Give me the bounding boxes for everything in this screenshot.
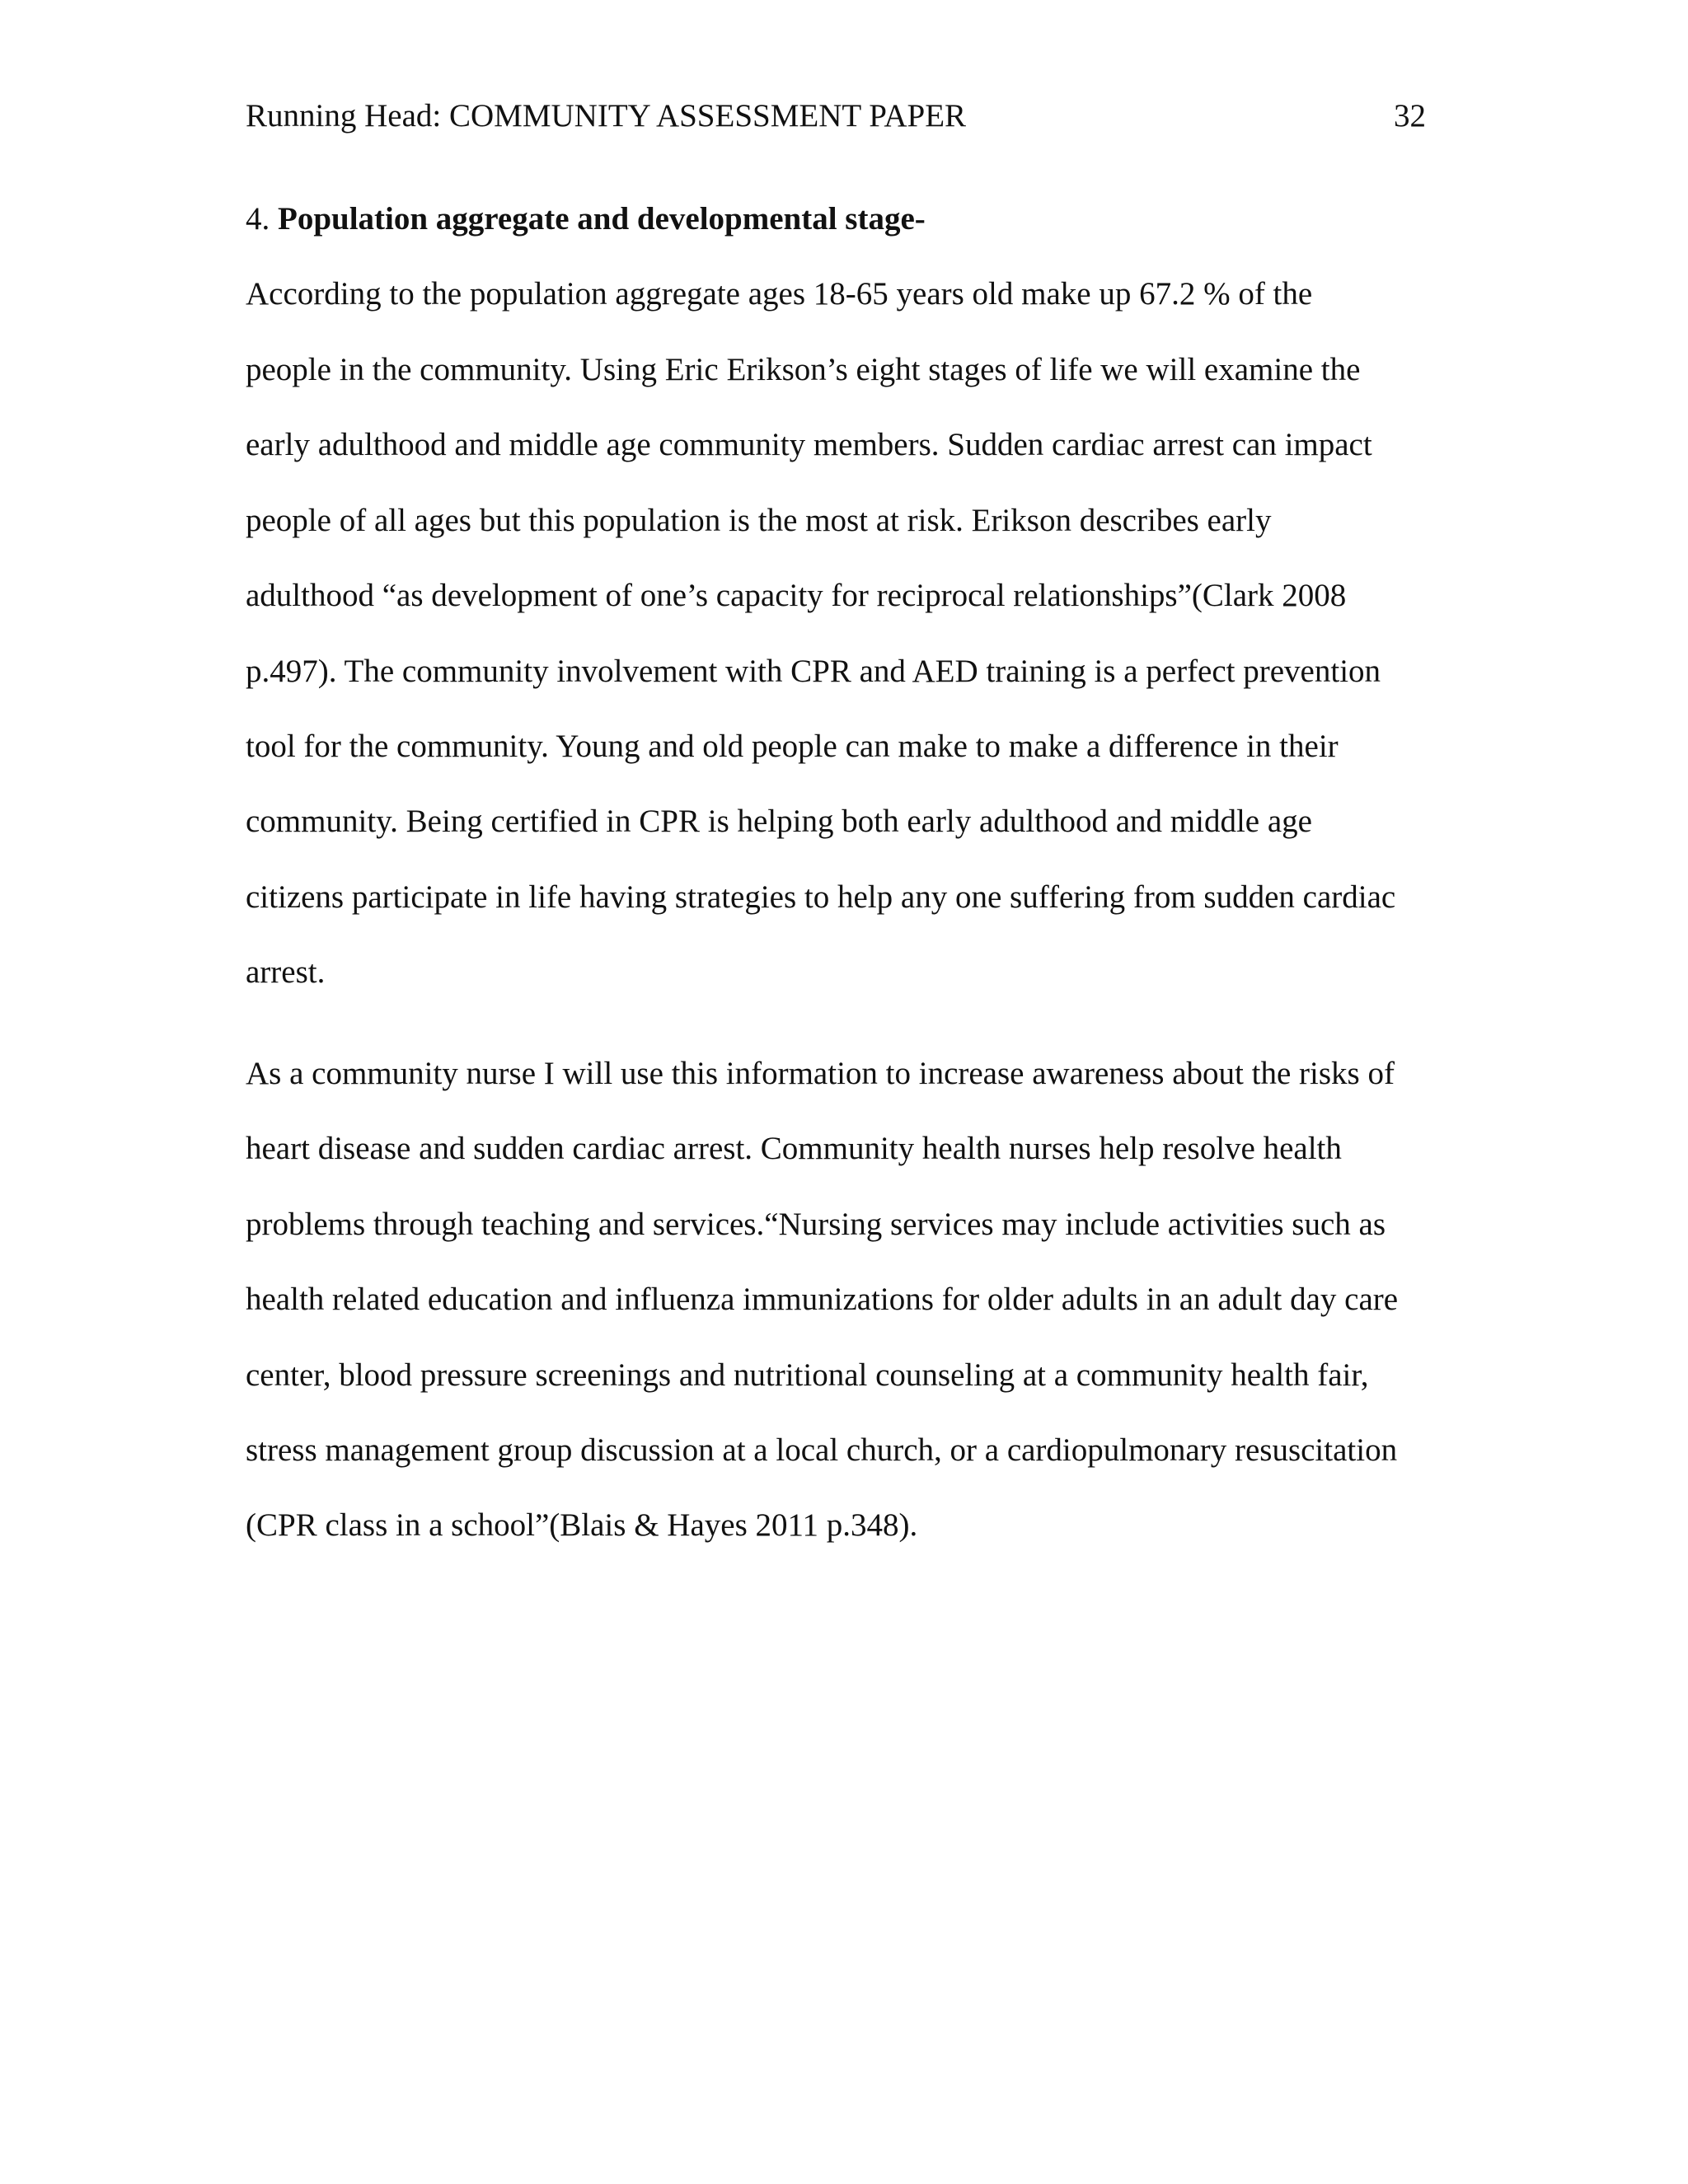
paragraph-line: arrest. xyxy=(246,954,326,990)
paragraph-line: heart disease and sudden cardiac arrest. Community health nurses help resolve health xyxy=(246,1131,1342,1166)
paragraph-line: (CPR class in a school”(Blais & Hayes 2011 p.348). xyxy=(246,1507,918,1543)
page-number: 32 xyxy=(1394,98,1426,134)
running-head: Running Head: COMMUNITY ASSESSMENT PAPER xyxy=(246,98,967,134)
section-heading xyxy=(246,198,926,241)
paragraph-line: As a community nurse I will use this information to increase awareness about the risks of xyxy=(246,1056,1395,1091)
paragraph-line: people of all ages but this population is the most at risk. Erikson describes early xyxy=(246,503,1272,538)
paragraph-line: center, blood pressure screenings and nutritional counseling at a community health fair, xyxy=(246,1357,1369,1393)
paragraph-line: According to the population aggregate ages 18-65 years old make up 67.2 % of the xyxy=(246,276,1313,312)
paragraph-line: people in the community. Using Eric Erikson’s eight stages of life we will examine the xyxy=(246,352,1361,387)
paragraph-line: tool for the community. Young and old people can make to make a difference in their xyxy=(246,729,1339,764)
paragraph-line: early adulthood and middle age community members. Sudden cardiac arrest can impact xyxy=(246,427,1372,462)
paragraph-line: p.497). The community involvement with CPR and AED training is a perfect prevention xyxy=(246,654,1381,689)
paragraph-line: health related education and influenza immunizations for older adults in an adult day care xyxy=(246,1282,1399,1317)
paragraph-line: problems through teaching and services.“Nursing services may include activities such as xyxy=(246,1207,1386,1242)
page-header xyxy=(246,95,1426,138)
paragraph-line: community. Being certified in CPR is helping both early adulthood and middle age xyxy=(246,804,1312,839)
paragraph-line: stress management group discussion at a local church, or a cardiopulmonary resuscitation xyxy=(246,1432,1398,1468)
section-number: 4. xyxy=(246,201,270,237)
paragraph-line: citizens participate in life having strategies to help any one suffering from sudden cardiac xyxy=(246,879,1396,915)
paragraph-line: adulthood “as development of one’s capacity for reciprocal relationships”(Clark 2008 xyxy=(246,578,1347,613)
section-title: Population aggregate and developmental stage- xyxy=(278,201,926,237)
